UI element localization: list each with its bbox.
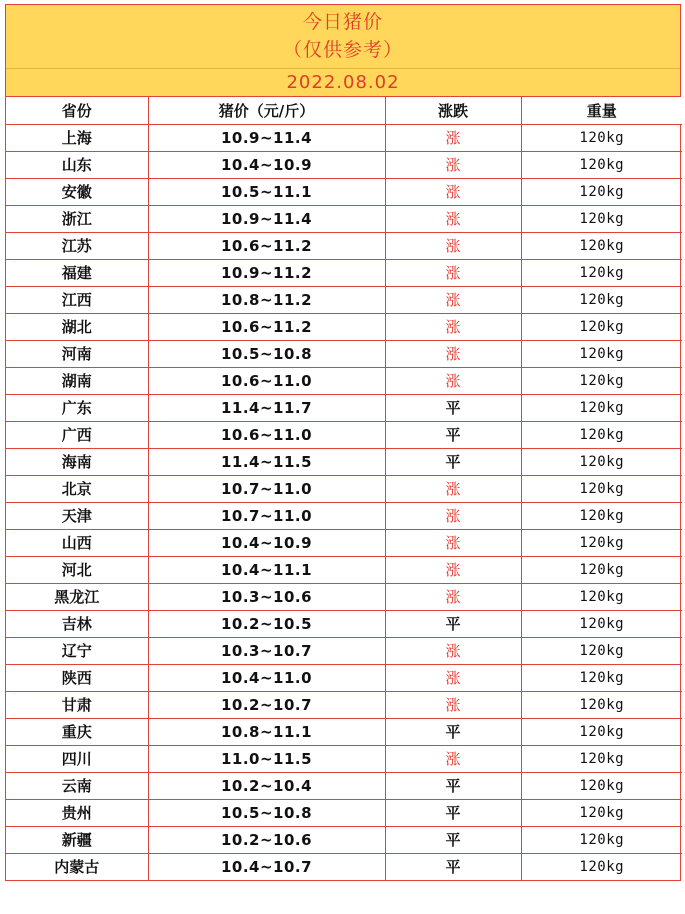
trend-cell: 平 [385,610,521,637]
province-cell: 浙江 [6,205,148,232]
price-cell: 10.5~10.8 [148,799,385,826]
table-row [6,340,682,367]
price-cell: 10.4~11.0 [148,664,385,691]
weight-cell: 120kg [521,637,682,664]
province-cell: 北京 [6,475,148,502]
price-cell: 10.3~10.6 [148,583,385,610]
trend-cell: 涨 [385,745,521,772]
trend-cell: 涨 [385,151,521,178]
province-cell: 海南 [6,448,148,475]
weight-cell: 120kg [521,448,682,475]
table-row [6,313,682,340]
table-row [6,691,682,718]
table-row [6,799,682,826]
title-banner [6,5,680,97]
page-subtitle: （仅供参考） [282,39,403,61]
province-cell: 辽宁 [6,637,148,664]
province-cell: 广东 [6,394,148,421]
table-row [6,853,682,880]
trend-cell: 涨 [385,232,521,259]
table-row [6,286,682,313]
province-cell: 湖南 [6,367,148,394]
price-cell: 10.2~10.6 [148,826,385,853]
table-row [6,394,682,421]
trend-cell: 平 [385,394,521,421]
price-cell: 10.8~11.2 [148,286,385,313]
table-row [6,637,682,664]
weight-cell: 120kg [521,502,682,529]
trend-cell: 涨 [385,664,521,691]
province-cell: 广西 [6,421,148,448]
price-cell: 10.9~11.4 [148,205,385,232]
province-cell: 安徽 [6,178,148,205]
table-row [6,124,682,151]
weight-cell: 120kg [521,313,682,340]
price-cell: 10.4~10.9 [148,151,385,178]
weight-cell: 120kg [521,583,682,610]
trend-cell: 涨 [385,637,521,664]
weight-cell: 120kg [521,799,682,826]
price-cell: 10.3~10.7 [148,637,385,664]
price-cell: 10.7~11.0 [148,502,385,529]
table-row [6,502,682,529]
trend-cell: 涨 [385,313,521,340]
title-block [6,5,680,69]
trend-cell: 平 [385,799,521,826]
weight-cell: 120kg [521,232,682,259]
table-header-row [6,97,682,124]
table-row [6,664,682,691]
weight-cell: 120kg [521,421,682,448]
column-header-price: 猪价（元/斤） [148,97,385,124]
weight-cell: 120kg [521,745,682,772]
weight-cell: 120kg [521,826,682,853]
weight-cell: 120kg [521,124,682,151]
column-header-province: 省份 [6,97,148,124]
table-row [6,178,682,205]
trend-cell: 平 [385,826,521,853]
table-row [6,556,682,583]
province-cell: 陕西 [6,664,148,691]
province-cell: 贵州 [6,799,148,826]
weight-cell: 120kg [521,664,682,691]
trend-cell: 涨 [385,259,521,286]
table-row [6,583,682,610]
table-row [6,826,682,853]
price-table [6,97,682,880]
weight-cell: 120kg [521,178,682,205]
price-cell: 11.0~11.5 [148,745,385,772]
price-cell: 10.6~11.0 [148,421,385,448]
weight-cell: 120kg [521,691,682,718]
weight-cell: 120kg [521,556,682,583]
province-cell: 新疆 [6,826,148,853]
province-cell: 云南 [6,772,148,799]
trend-cell: 平 [385,772,521,799]
weight-cell: 120kg [521,286,682,313]
weight-cell: 120kg [521,367,682,394]
province-cell: 上海 [6,124,148,151]
province-cell: 黑龙江 [6,583,148,610]
weight-cell: 120kg [521,529,682,556]
weight-cell: 120kg [521,610,682,637]
table-row [6,772,682,799]
province-cell: 四川 [6,745,148,772]
weight-cell: 120kg [521,475,682,502]
province-cell: 河北 [6,556,148,583]
weight-cell: 120kg [521,340,682,367]
price-cell: 10.6~11.0 [148,367,385,394]
price-cell: 11.4~11.5 [148,448,385,475]
price-cell: 10.9~11.2 [148,259,385,286]
table-row [6,232,682,259]
province-cell: 甘肃 [6,691,148,718]
table-row [6,421,682,448]
trend-cell: 涨 [385,124,521,151]
price-cell: 10.5~10.8 [148,340,385,367]
trend-cell: 涨 [385,529,521,556]
column-header-weight: 重量 [521,97,682,124]
price-cell: 10.5~11.1 [148,178,385,205]
column-header-trend: 涨跌 [385,97,521,124]
weight-cell: 120kg [521,718,682,745]
province-cell: 天津 [6,502,148,529]
price-cell: 10.2~10.5 [148,610,385,637]
table-row [6,718,682,745]
province-cell: 山西 [6,529,148,556]
trend-cell: 涨 [385,367,521,394]
province-cell: 山东 [6,151,148,178]
province-cell: 福建 [6,259,148,286]
trend-cell: 涨 [385,691,521,718]
trend-cell: 涨 [385,178,521,205]
trend-cell: 平 [385,421,521,448]
weight-cell: 120kg [521,394,682,421]
weight-cell: 120kg [521,151,682,178]
table-row [6,529,682,556]
price-cell: 10.7~11.0 [148,475,385,502]
trend-cell: 涨 [385,286,521,313]
trend-cell: 涨 [385,340,521,367]
province-cell: 湖北 [6,313,148,340]
price-cell: 10.9~11.4 [148,124,385,151]
trend-cell: 涨 [385,556,521,583]
table-row [6,259,682,286]
table-row [6,745,682,772]
weight-cell: 120kg [521,772,682,799]
province-cell: 吉林 [6,610,148,637]
price-cell: 10.6~11.2 [148,232,385,259]
trend-cell: 涨 [385,205,521,232]
price-cell: 11.4~11.7 [148,394,385,421]
trend-cell: 平 [385,853,521,880]
trend-cell: 涨 [385,583,521,610]
table-row [6,475,682,502]
price-cell: 10.2~10.4 [148,772,385,799]
price-sheet [5,4,681,881]
trend-cell: 平 [385,718,521,745]
price-cell: 10.4~10.9 [148,529,385,556]
price-cell: 10.2~10.7 [148,691,385,718]
table-row [6,610,682,637]
table-row [6,151,682,178]
province-cell: 重庆 [6,718,148,745]
trend-cell: 涨 [385,475,521,502]
page-title: 今日猪价 [302,11,383,33]
price-cell: 10.4~10.7 [148,853,385,880]
trend-cell: 涨 [385,502,521,529]
price-cell: 10.4~11.1 [148,556,385,583]
table-body [6,124,682,880]
trend-cell: 平 [385,448,521,475]
province-cell: 江西 [6,286,148,313]
province-cell: 内蒙古 [6,853,148,880]
weight-cell: 120kg [521,205,682,232]
province-cell: 江苏 [6,232,148,259]
table-row [6,448,682,475]
price-cell: 10.8~11.1 [148,718,385,745]
weight-cell: 120kg [521,259,682,286]
weight-cell: 120kg [521,853,682,880]
table-row [6,205,682,232]
price-cell: 10.6~11.2 [148,313,385,340]
province-cell: 河南 [6,340,148,367]
report-date: 2022.08.02 [286,72,400,93]
table-row [6,367,682,394]
